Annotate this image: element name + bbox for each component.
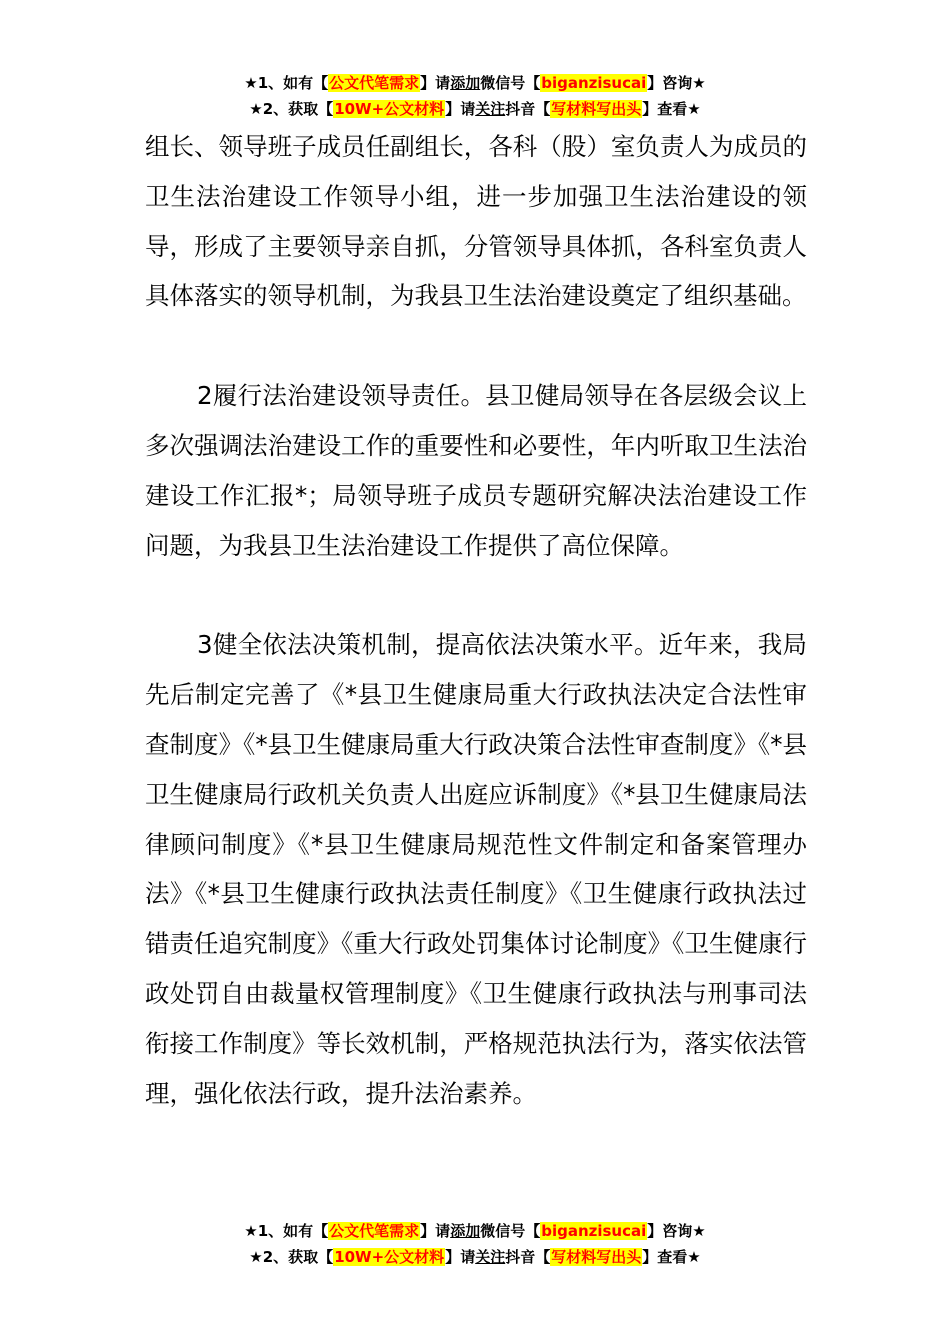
banner-highlight: 10W+公文材料	[334, 100, 445, 118]
banner-underlined-text: 关注	[475, 100, 506, 118]
banner-line-2	[0, 96, 950, 122]
banner-text: 】请	[445, 1248, 476, 1266]
banner-text: ★2、获取【	[249, 100, 334, 118]
banner-text: 微信号【	[480, 74, 541, 92]
banner-text: ★2、获取【	[249, 1248, 334, 1266]
banner-text: 】咨询★	[647, 74, 706, 92]
paragraph-gap	[145, 321, 807, 371]
paragraph-gap	[145, 570, 807, 620]
header-banner	[0, 70, 950, 122]
banner-highlight: biganzisucai	[541, 74, 647, 92]
banner-text: 】查看★	[642, 100, 701, 118]
banner-text: 抖音【	[505, 1248, 551, 1266]
paragraph-1: 组长、领导班子成员任副组长，各科（股）室负责人为成员的卫生法治建设工作领导小组，进一步加强卫生法治建设的领导，形成了主要领导亲自抓，分管领导具体抓，各科室负责人具体落实的领导机制，为我县卫生法治建设奠定了组织基础。	[145, 132, 807, 311]
banner-highlight: 写材料写出头	[551, 1248, 642, 1266]
footer-banner	[0, 1218, 950, 1270]
banner-line-2	[0, 1244, 950, 1270]
banner-text: ★1、如有【	[244, 74, 329, 92]
banner-text: 】请	[420, 1222, 451, 1240]
banner-highlight: 10W+公文材料	[334, 1248, 445, 1266]
banner-underlined-text: 关注	[475, 1248, 506, 1266]
banner-highlight: 公文代笔需求	[329, 74, 420, 92]
banner-text: 】咨询★	[647, 1222, 706, 1240]
banner-text: 】请	[445, 100, 476, 118]
document-body	[145, 122, 807, 1118]
paragraph-2: 2履行法治建设领导责任。县卫健局领导在各层级会议上多次强调法治建设工作的重要性和必要性，年内听取卫生法治建设工作汇报*；局领导班子成员专题研究解决法治建设工作问题，为我县卫生法治建设工作提供了高位保障。	[145, 381, 807, 560]
banner-underlined-text: 添加	[450, 74, 481, 92]
banner-text: ★1、如有【	[244, 1222, 329, 1240]
banner-text: 抖音【	[505, 100, 551, 118]
banner-line-1	[0, 1218, 950, 1244]
banner-text: 微信号【	[480, 1222, 541, 1240]
banner-highlight: 写材料写出头	[551, 100, 642, 118]
banner-line-1	[0, 70, 950, 96]
banner-text: 】查看★	[642, 1248, 701, 1266]
banner-text: 】请	[420, 74, 451, 92]
banner-highlight: 公文代笔需求	[329, 1222, 420, 1240]
banner-underlined-text: 添加	[450, 1222, 481, 1240]
banner-highlight: biganzisucai	[541, 1222, 647, 1240]
paragraph-3: 3健全依法决策机制，提高依法决策水平。近年来，我局先后制定完善了《*县卫生健康局重大行政执法决定合法性审查制度》《*县卫生健康局重大行政决策合法性审查制度》《*县卫生健康局行政机关负责人出庭应诉制度》《*县卫生健康局法律顾问制度》《*县卫生健康局规范性文件制定和备案管理办法》《*县卫生健康行政执法责任制度》《卫生健康行政执法过错责任追究制度》《重大行政处罚集体讨论制度》《卫生健康行政处罚自由裁量权管理制度》《卫生健康行政执法与刑事司法衔接工作制度》等长效机制，严格规范执法行为，落实依法管理，强化依法行政，提升法治素养。	[145, 630, 807, 1108]
